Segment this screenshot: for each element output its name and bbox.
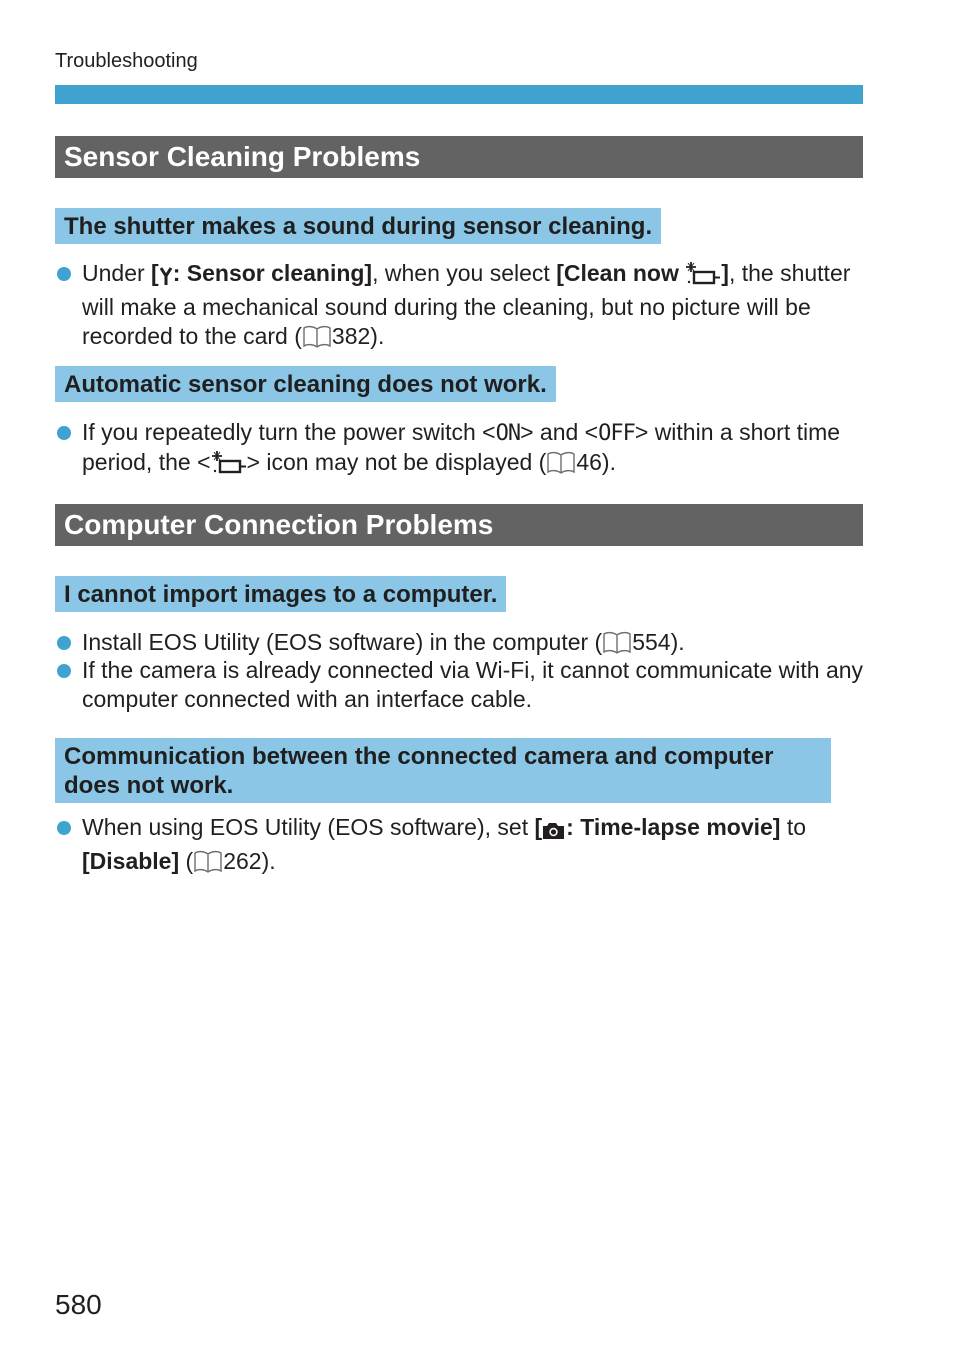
body-text: > and < <box>520 419 599 445</box>
section-title-sensor-cleaning: Sensor Cleaning Problems <box>55 136 863 178</box>
page-reference: 46 <box>576 449 602 475</box>
body-text: Install EOS Utility (EOS software) in the computer ( <box>82 629 603 655</box>
subheading-cannot-import: I cannot import images to a computer. <box>55 576 506 612</box>
bullet-icon <box>57 426 71 440</box>
chapter-color-bar <box>55 85 863 104</box>
sensor-cleaning-icon <box>211 449 247 482</box>
body-text: ). <box>261 848 276 874</box>
bullet-icon <box>57 267 71 281</box>
running-head: Troubleshooting <box>55 50 198 72</box>
page-reference: 382 <box>331 323 371 349</box>
book-page-reference-icon <box>193 850 223 881</box>
body-text: > within a short time period, the < <box>82 419 841 475</box>
body-text: to <box>780 814 807 840</box>
page-number: 580 <box>55 1289 102 1320</box>
list-item <box>82 813 867 881</box>
menu-option-name: [Disable] <box>82 848 180 874</box>
body-text: If the camera is already connected via Wi-Fi, it cannot communicate with any computer connected with an interface cable. <box>82 657 864 712</box>
sensor-cleaning-icon <box>685 260 721 293</box>
menu-bracket: [ <box>151 260 159 286</box>
camera-shooting-icon <box>542 818 566 847</box>
page-reference: 262 <box>223 848 262 874</box>
list-item <box>82 418 867 482</box>
subheading-communication: Communication between the connected camera and computer does not work. <box>55 738 831 803</box>
menu-bracket: [ <box>534 814 543 840</box>
body-text: When using EOS Utility (EOS software), set <box>82 814 535 840</box>
body-text: ). <box>601 449 616 475</box>
body-text: ). <box>370 323 385 349</box>
section-title-computer-connection: Computer Connection Problems <box>55 504 863 546</box>
menu-option-name: [Clean now <box>556 260 686 286</box>
body-text: , when you select <box>372 260 557 286</box>
body-text: , the shutter will make a mechanical sound during the cleaning, but no picture will be recorded to the card ( <box>82 260 851 349</box>
bullet-icon <box>57 636 71 650</box>
body-text: > icon may not be displayed ( <box>246 449 547 475</box>
list-item <box>82 656 867 714</box>
body-text: ). <box>670 629 685 655</box>
body-text: If you repeatedly turn the power switch < <box>82 419 496 445</box>
bullet-icon <box>57 821 71 835</box>
list-item <box>82 259 867 356</box>
subheading-shutter-sound: The shutter makes a sound during sensor cleaning. <box>55 208 661 244</box>
book-page-reference-icon <box>302 325 332 356</box>
power-on-label: ON <box>495 421 521 446</box>
menu-item-name: : Sensor cleaning] <box>172 260 373 286</box>
page-reference: 554 <box>632 629 671 655</box>
menu-bracket: ] <box>721 260 729 286</box>
book-page-reference-icon <box>546 451 576 482</box>
wrench-setup-icon <box>159 264 173 293</box>
bullet-icon <box>57 664 71 678</box>
body-text: ( <box>179 848 194 874</box>
body-text: Under <box>82 260 152 286</box>
power-off-label: OFF <box>598 421 635 446</box>
menu-item-name: : Time-lapse movie] <box>566 814 781 840</box>
subheading-auto-cleaning: Automatic sensor cleaning does not work. <box>55 366 556 402</box>
